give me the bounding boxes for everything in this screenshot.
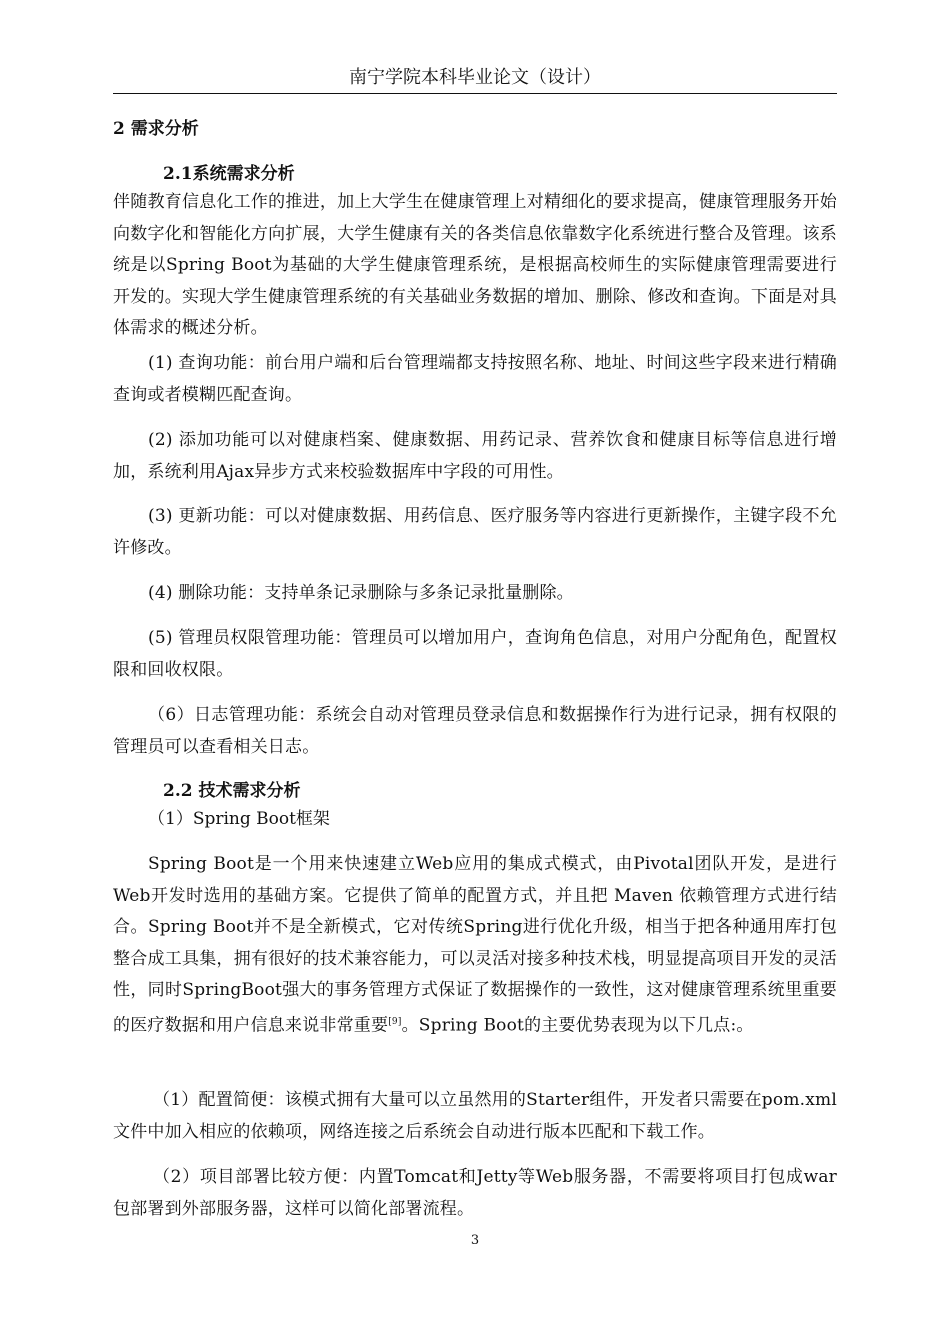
intro-paragraph: 伴随教育信息化工作的推进，加上大学生在健康管理上对精细化的要求提高，健康管理服务开始向数字化和智能化方向扩展，大学生健康有关的各类信息依靠数字化系统进行整合及管理。该系统是以Spring Boot为基础的大学生健康管理系统，是根据高校师生的实际健康管理需要进行开发的。实现大学生健康管理系统的有关基础业务数据的增加、删除、修改和查询。下面是对具体需求的概述分析。 <box>113 192 837 338</box>
section-heading: 2 需求分析 <box>113 119 199 139</box>
feature-log: （6）日志管理功能：系统会自动对管理员登录信息和数据操作行为进行记录，拥有权限的管理员可以查看相关日志。 <box>113 705 837 757</box>
spring-boot-paragraph <box>113 849 837 1042</box>
feature-query: (1) 查询功能：前台用户端和后台管理端都支持按照名称、地址、时间这些字段来进行精确查询或者模糊匹配查询。 <box>113 353 837 405</box>
feature-update: (3) 更新功能：可以对健康数据、用药信息、医疗服务等内容进行更新操作，主键字段不允许修改。 <box>113 506 837 558</box>
feature-delete: (4) 删除功能：支持单条记录删除与多条记录批量删除。 <box>148 583 574 603</box>
subsection-heading-2-2: 2.2 技术需求分析 <box>163 781 301 801</box>
framework-heading: （1）Spring Boot框架 <box>148 809 330 829</box>
header-divider <box>113 93 837 94</box>
feature-permission: (5) 管理员权限管理功能：管理员可以增加用户，查询角色信息，对用户分配角色，配置权限和回收权限。 <box>113 628 837 680</box>
spring-boot-body-end: 。Spring Boot的主要优势表现为以下几点:。 <box>401 1015 754 1036</box>
advantage-config: （1）配置简便：该模式拥有大量可以立虽然用的Starter组件，开发者只需要在pom.xml文件中加入相应的依赖项，网络连接之后系统会自动进行版本匹配和下载工作。 <box>113 1090 837 1142</box>
citation-marker: [9] <box>388 1016 402 1027</box>
feature-add: (2) 添加功能可以对健康档案、健康数据、用药记录、营养饮食和健康目标等信息进行增加，系统利用Ajax异步方式来校验数据库中字段的可用性。 <box>113 430 837 482</box>
spring-boot-body: Spring Boot是一个用来快速建立Web应用的集成式模式，由Pivotal团队开发，是进行Web开发时选用的基础方案。它提供了简单的配置方式，并且把 Maven 依赖管理方式进行结合。Spring Boot并不是全新模式，它对传统Spring进行优化升级，相当于把各种通用库打包整合成工具集，拥有很好的技术兼容能力，可以灵活对接多种技术栈，明显提高项目开发的灵活性，同时SpringBoot强大的事务管理方式保证了数据操作的一致性，这对健康管理系统里重要的医疗数据和用户信息来说非常重要 <box>113 854 837 1036</box>
advantage-deploy: （2）项目部署比较方便：内置Tomcat和Jetty等Web服务器，不需要将项目打包成war包部署到外部服务器，这样可以简化部署流程。 <box>113 1167 837 1219</box>
subsection-heading-2-1: 2.1系统需求分析 <box>163 164 295 184</box>
page-number: 3 <box>470 1233 480 1248</box>
page-header: 南宁学院本科毕业论文（设计） <box>349 67 601 88</box>
